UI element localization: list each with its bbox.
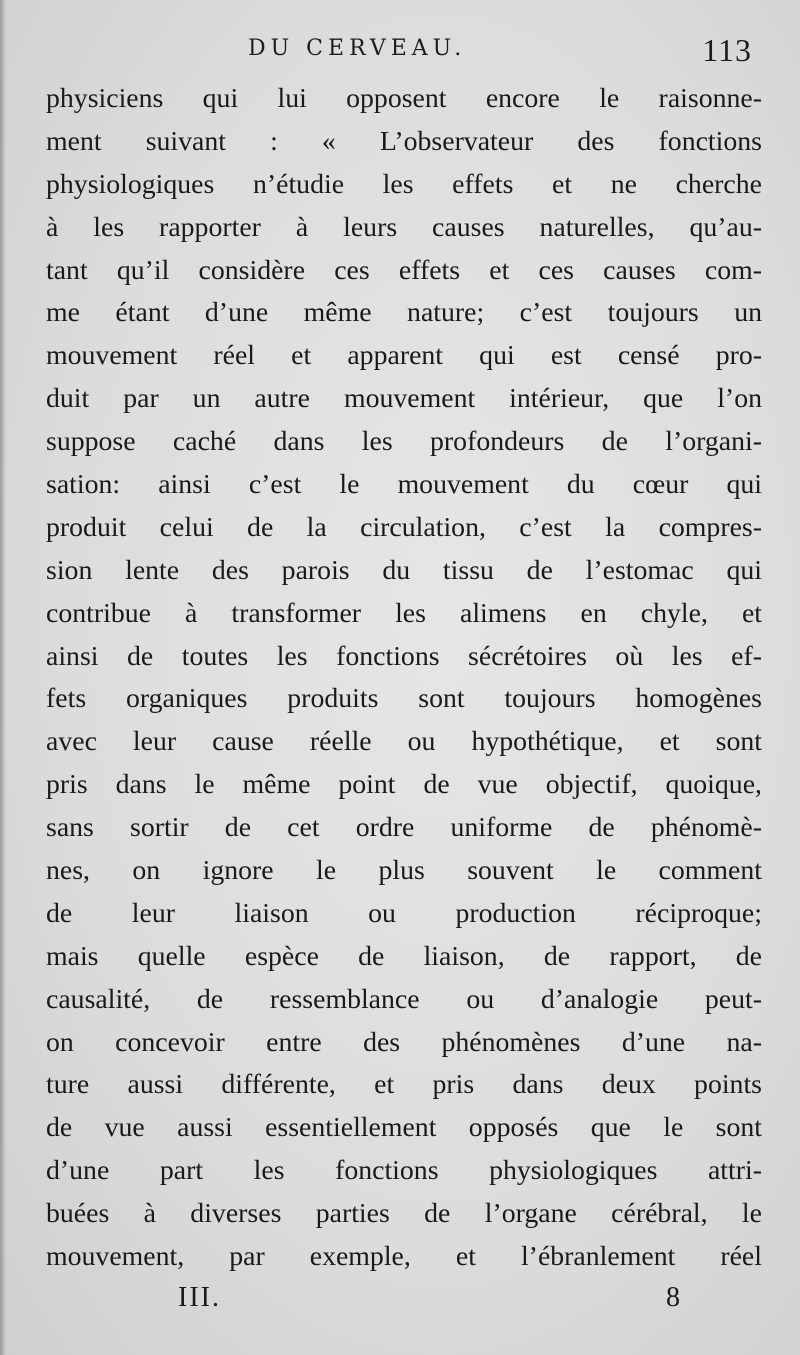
text-line: buées à diverses parties de l’organe cérébral, le bbox=[46, 1198, 762, 1230]
text-line: causalité, de ressemblance ou d’analogie peut- bbox=[46, 983, 762, 1015]
text-line: sion lente des parois du tissu de l’estomac qui bbox=[46, 554, 762, 586]
body-text bbox=[46, 78, 762, 1279]
text-line: physiologiques n’étudie les effets et ne cherche bbox=[46, 168, 762, 200]
text-line: ainsi de toutes les fonctions sécrétoires où les ef- bbox=[46, 640, 762, 672]
signature-mark: III. bbox=[178, 1282, 221, 1313]
sheet-number: 8 bbox=[666, 1282, 680, 1313]
text-line: physiciens qui lui opposent encore le raisonne- bbox=[46, 83, 762, 114]
text-line: de vue aussi essentiellement opposés que le sont bbox=[46, 1112, 762, 1144]
text-line: ture aussi différente, et pris dans deux points bbox=[46, 1069, 762, 1101]
text-line: produit celui de la circulation, c’est la compres- bbox=[46, 511, 762, 543]
page-edge-shadow bbox=[0, 0, 6, 1355]
text-line: contribue à transformer les alimens en chyle, et bbox=[46, 597, 762, 629]
text-line: fets organiques produits sont toujours homogènes bbox=[46, 683, 762, 715]
text-line: de leur liaison ou production réciproque; bbox=[46, 897, 762, 929]
text-line: sans sortir de cet ordre uniforme de phénomè- bbox=[46, 812, 762, 844]
text-line: mouvement, par exemple, et l’ébranlement réel bbox=[46, 1241, 762, 1273]
page-footer bbox=[48, 1282, 762, 1322]
text-line: duit par un autre mouvement intérieur, que l’on bbox=[46, 383, 762, 415]
running-title: DU CERVEAU. bbox=[248, 36, 467, 61]
text-line: nes, on ignore le plus souvent le comment bbox=[46, 855, 762, 887]
text-line: tant qu’il considère ces effets et ces causes com- bbox=[46, 254, 762, 286]
text-line: pris dans le même point de vue objectif, quoique, bbox=[46, 769, 762, 801]
text-line: à les rapporter à leurs causes naturelles, qu’au- bbox=[46, 211, 762, 243]
running-head bbox=[48, 32, 762, 72]
text-line: on concevoir entre des phénomènes d’une na- bbox=[46, 1026, 762, 1058]
text-line: suppose caché dans les profondeurs de l’organi- bbox=[46, 426, 762, 458]
text-line: ment suivant : « L’observateur des fonctions bbox=[46, 125, 762, 157]
text-line: me étant d’une même nature; c’est toujours un bbox=[46, 297, 762, 329]
text-line: avec leur cause réelle ou hypothétique, et sont bbox=[46, 726, 762, 758]
text-line: sation: ainsi c’est le mouvement du cœur qui bbox=[46, 469, 762, 501]
text-line: mouvement réel et apparent qui est censé pro- bbox=[46, 340, 762, 372]
page-number: 113 bbox=[702, 32, 752, 68]
text-line: d’une part les fonctions physiologiques attri- bbox=[46, 1155, 762, 1187]
text-line: mais quelle espèce de liaison, de rapport, de bbox=[46, 940, 762, 972]
